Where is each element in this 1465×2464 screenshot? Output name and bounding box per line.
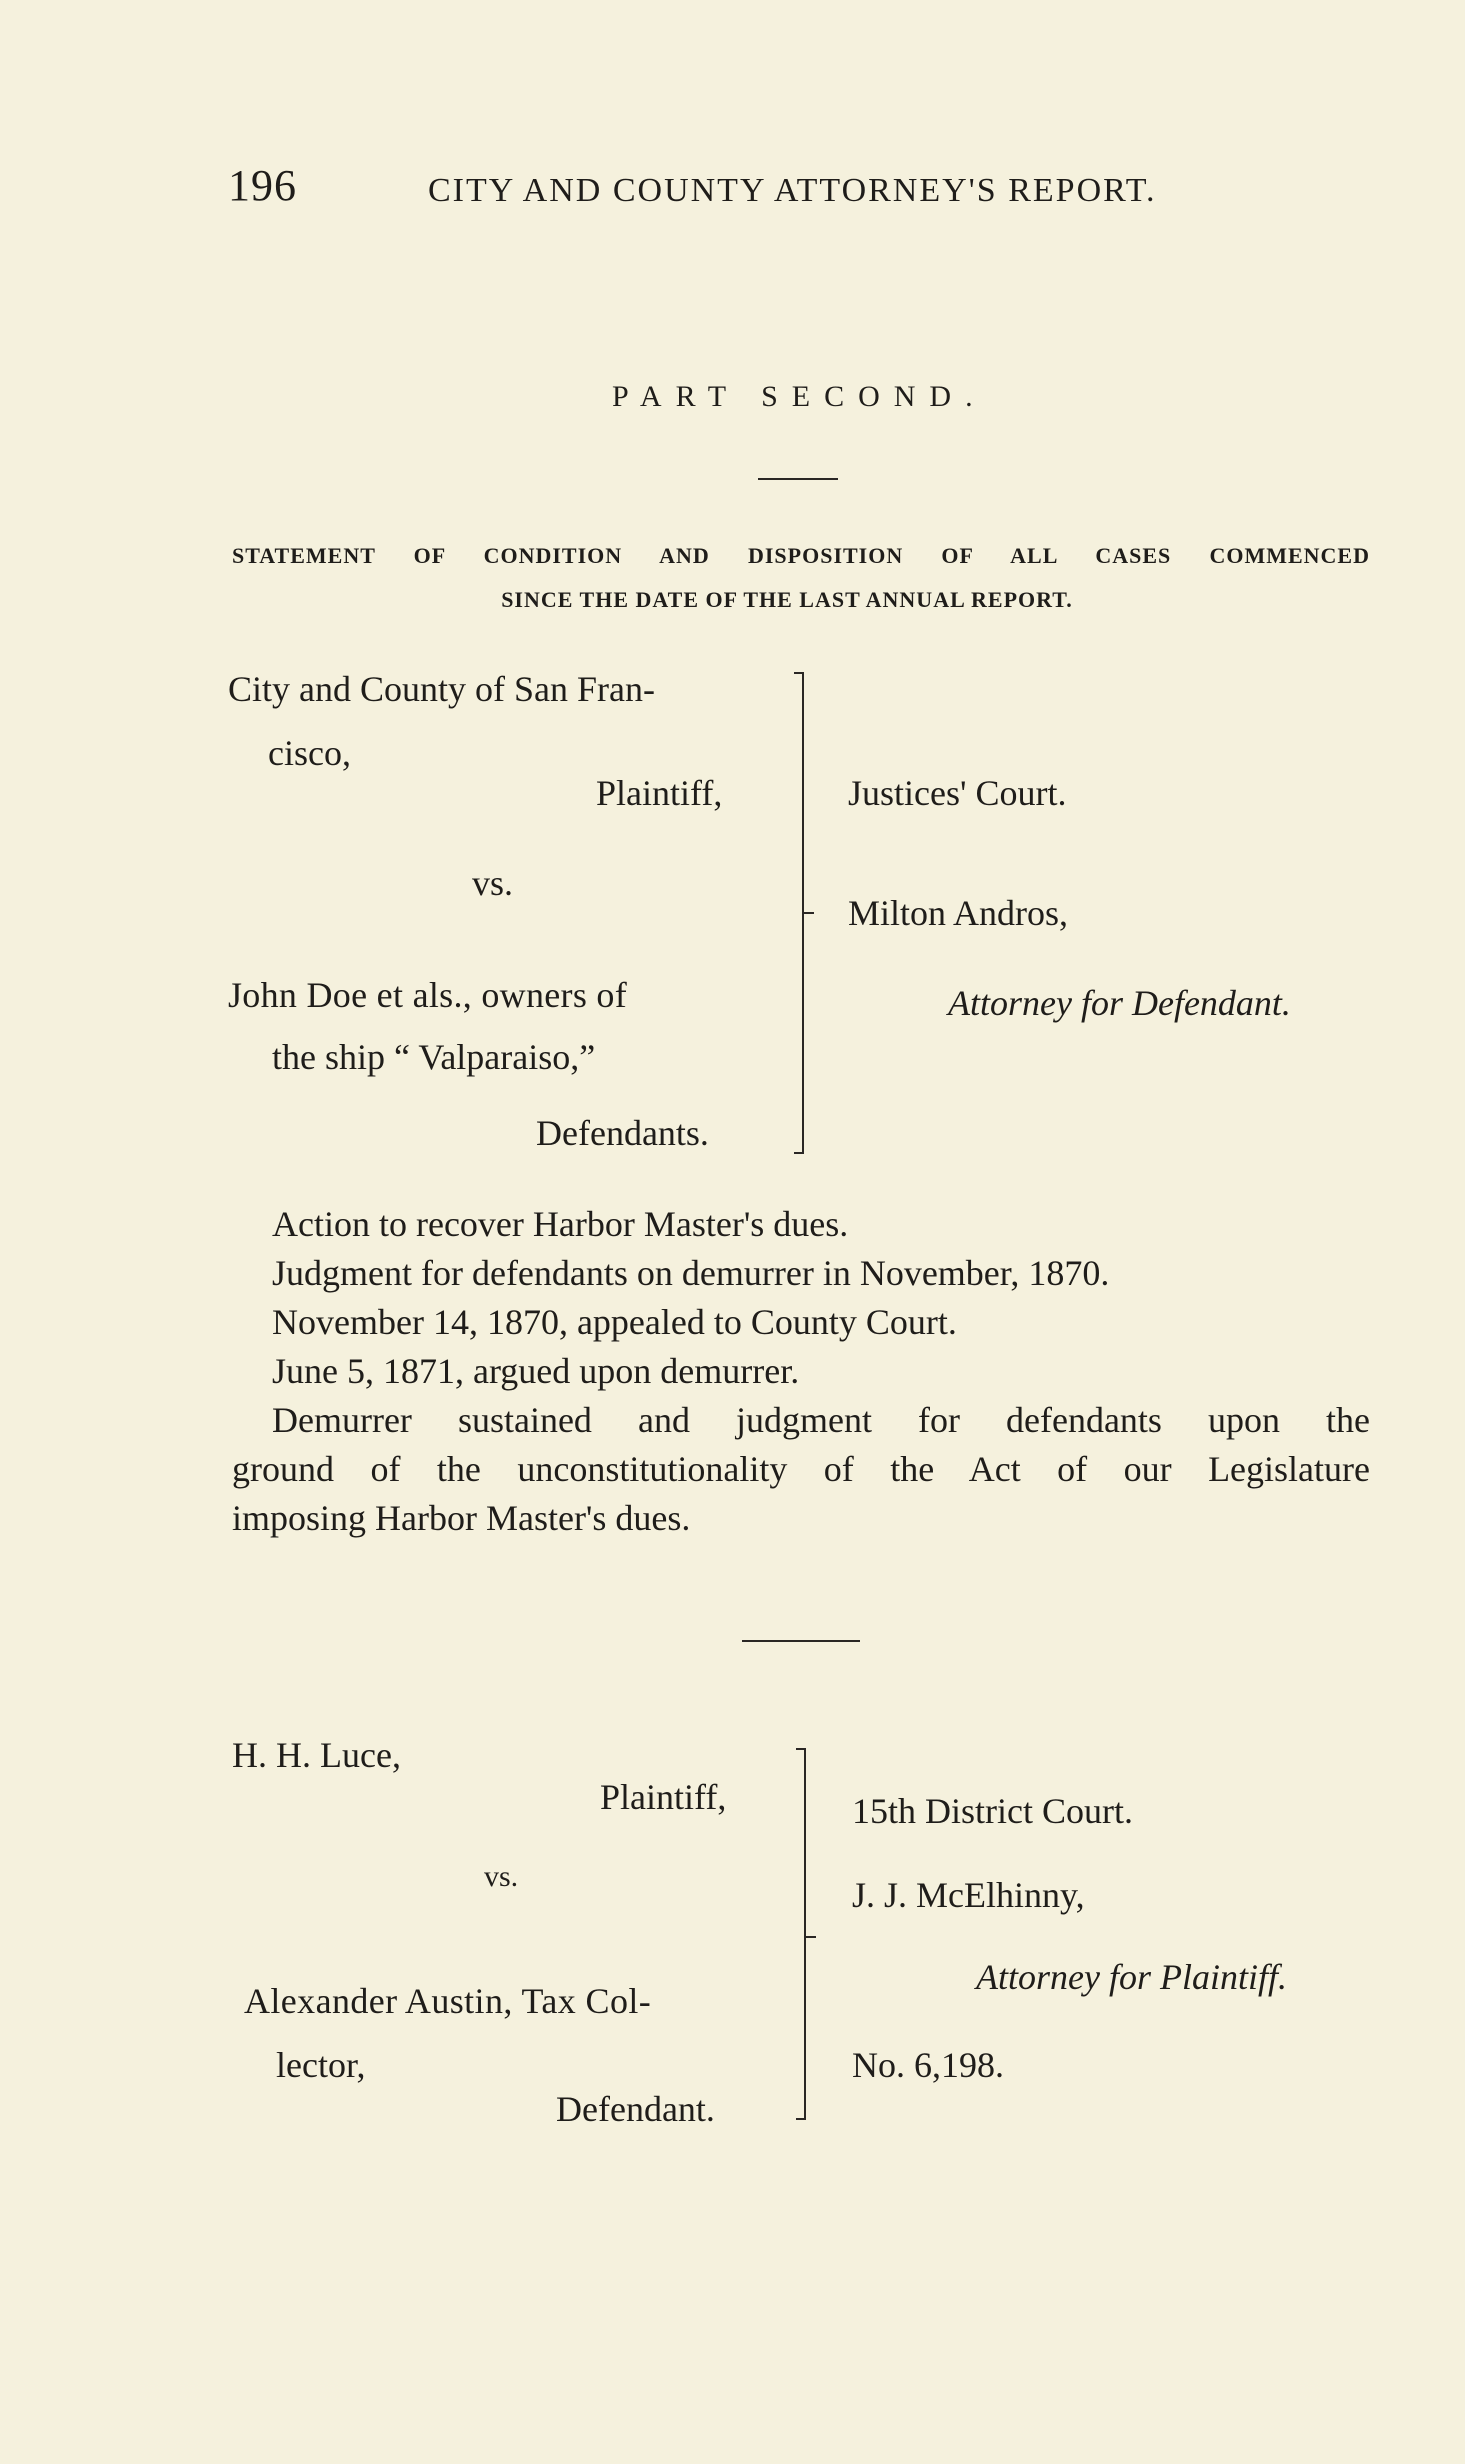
case2-court: 15th District Court.	[852, 1791, 1133, 1831]
case2-bracket-mid	[806, 1936, 816, 1938]
case1-versus: vs.	[472, 863, 514, 903]
case1-note-6: ground of the unconstitutionality of the Act of our Legislature	[232, 1449, 1370, 1489]
case1-bracket-top	[794, 672, 804, 674]
case2-attorney-name: J. J. McElhinny,	[852, 1875, 1085, 1915]
case1-attorney-role: Attorney for Defendant.	[948, 983, 1291, 1023]
case1-court: Justices' Court.	[848, 773, 1067, 813]
case1-bracket-bottom	[794, 1152, 804, 1154]
case2-bracket-bottom	[796, 2118, 806, 2120]
case2-bracket	[804, 1748, 806, 2120]
case1-bracket-mid	[804, 912, 814, 914]
case1-plaintiff-line-1: City and County of San Fran-	[228, 669, 655, 709]
page-number: 196	[228, 161, 297, 210]
case1-note-3: November 14, 1870, appealed to County Court.	[272, 1302, 957, 1342]
case1-attorney-name: Milton Andros,	[848, 893, 1069, 933]
case2-defendant-line-2: lector,	[276, 2045, 366, 2085]
case2-bracket-top	[796, 1748, 806, 1750]
running-title: CITY AND COUNTY ATTORNEY'S REPORT.	[428, 172, 1157, 209]
part-title: PART SECOND.	[612, 380, 987, 413]
case1-defendant-line-1: John Doe et als., owners of	[228, 975, 628, 1015]
case1-note-1: Action to recover Harbor Master's dues.	[272, 1204, 849, 1244]
title-rule	[758, 478, 838, 480]
case2-plaintiff-name: H. H. Luce,	[232, 1735, 401, 1775]
case1-defendant-role: Defendants.	[536, 1113, 709, 1153]
case1-note-2: Judgment for defendants on demurrer in November, 1870.	[272, 1253, 1110, 1293]
case2-plaintiff-role: Plaintiff,	[600, 1777, 727, 1817]
statement-line-2: SINCE THE DATE OF THE LAST ANNUAL REPORT.	[501, 587, 1073, 612]
case2-defendant-line-1: Alexander Austin, Tax Col-	[244, 1981, 652, 2021]
case-divider-rule	[742, 1640, 860, 1642]
case1-plaintiff-line-2: cisco,	[268, 733, 351, 773]
case1-note-7: imposing Harbor Master's dues.	[232, 1498, 691, 1538]
case2-versus: vs.	[484, 1860, 519, 1893]
case1-plaintiff-role: Plaintiff,	[596, 773, 723, 813]
statement-heading	[232, 543, 1370, 613]
case2-attorney-role: Attorney for Plaintiff.	[976, 1957, 1287, 1997]
case2-defendant-role: Defendant.	[556, 2089, 715, 2129]
case1-defendant-line-2: the ship “ Valparaiso,”	[272, 1037, 596, 1077]
case2-case-number: No. 6,198.	[852, 2045, 1004, 2085]
case1-note-5: Demurrer sustained and judgment for defendants upon the	[272, 1400, 1370, 1440]
case1-note-4: June 5, 1871, argued upon demurrer.	[272, 1351, 800, 1391]
statement-line-1: STATEMENT OF CONDITION AND DISPOSITION OF ALL CASES COMMENCED	[232, 543, 1370, 568]
